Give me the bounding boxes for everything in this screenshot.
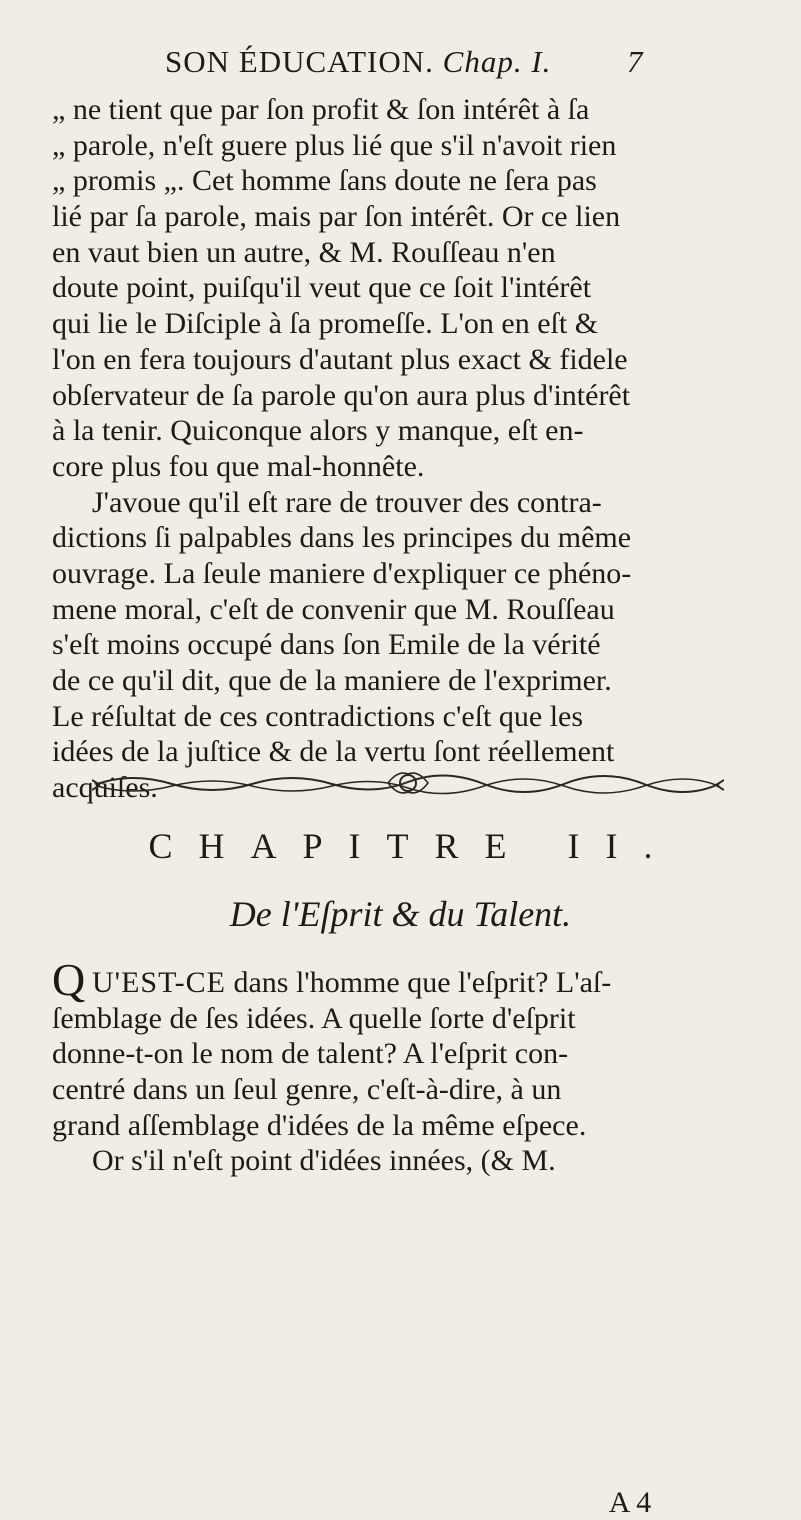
- text-line: Or s'il n'eſt point d'idées innées, (& M.: [92, 1144, 556, 1178]
- text-line: obſervateur de ſa parole qu'on aura plus d'intérêt: [52, 378, 631, 412]
- text-line: „ ne tient que par ſon profit & ſon intérêt à ſa: [52, 93, 590, 126]
- text-line: „ parole, n'eſt guere plus lié que s'il n'avoit rien: [52, 128, 617, 162]
- text-line: ouvrage. La ſeule maniere d'expliquer ce phéno-: [52, 556, 632, 590]
- text-line: donne-t-on le nom de talent? A l'eſprit con-: [52, 1037, 569, 1071]
- text-line: J'avoue qu'il eſt rare de trouver des contra-: [92, 485, 602, 519]
- text-block-bottom: [52, 954, 752, 1179]
- chapter-title: CHAPITRE II.: [148, 826, 679, 866]
- text-line: ſemblage de ſes idées. A quelle ſorte d'eſprit: [52, 1001, 576, 1035]
- running-header: [165, 44, 665, 80]
- text-line: qui lie le Diſciple à ſa promeſſe. L'on en eſt &: [52, 307, 599, 341]
- text-line: s'eſt moins occupé dans ſon Emile de la vérité: [52, 628, 601, 662]
- text-block-top: [52, 92, 752, 806]
- page-number: 7: [627, 44, 644, 79]
- text-line: grand aſſemblage d'idées de la même eſpece.: [52, 1108, 587, 1142]
- text-line: acquiſes.: [52, 771, 158, 805]
- chapter-reference: Chap. I.: [442, 44, 552, 79]
- text-line: l'on en fera toujours d'autant plus exact & fidele: [52, 342, 628, 376]
- text-line: doute point, puiſqu'il veut que ce ſoit l'intérêt: [52, 271, 592, 305]
- drop-cap: Q: [52, 954, 86, 1005]
- ornamental-divider: [92, 768, 724, 798]
- text-line: centré dans un ſeul genre, c'eſt-à-dire, à un: [52, 1073, 562, 1107]
- text-line: lié par ſa parole, mais par ſon intérêt. Or ce lien: [52, 200, 621, 234]
- text-line-first: [52, 954, 752, 1005]
- text-line-rest: dans l'homme que l'eſprit? L'aſ-: [225, 966, 612, 999]
- text-line: dictions ſi palpables dans les principes du même: [52, 521, 632, 555]
- text-line: Le réſultat de ces contradictions c'eſt que les: [52, 699, 584, 733]
- text-line: idées de la juſtice & de la vertu ſont réellement: [52, 735, 615, 769]
- text-line: de ce qu'il dit, que de la maniere de l'exprimer.: [52, 664, 612, 697]
- chapter-subtitle: De l'Eſprit & du Talent.: [229, 894, 572, 934]
- text-line: en vaut bien un autre, & M. Rouſſeau n'en: [52, 235, 556, 269]
- signature-mark: A 4: [608, 1486, 652, 1519]
- text-line: à la tenir. Quiconque alors y manque, eſt en-: [52, 414, 584, 448]
- text-line: mene moral, c'eſt de convenir que M. Rouſſeau: [52, 592, 615, 626]
- text-line: „ promis „. Cet homme ſans doute ne ſera pas: [52, 164, 597, 198]
- text-line: core plus fou que mal-honnête.: [52, 449, 425, 483]
- opening-word: U'EST-CE: [92, 966, 226, 999]
- running-title: SON ÉDUCATION.: [165, 44, 434, 79]
